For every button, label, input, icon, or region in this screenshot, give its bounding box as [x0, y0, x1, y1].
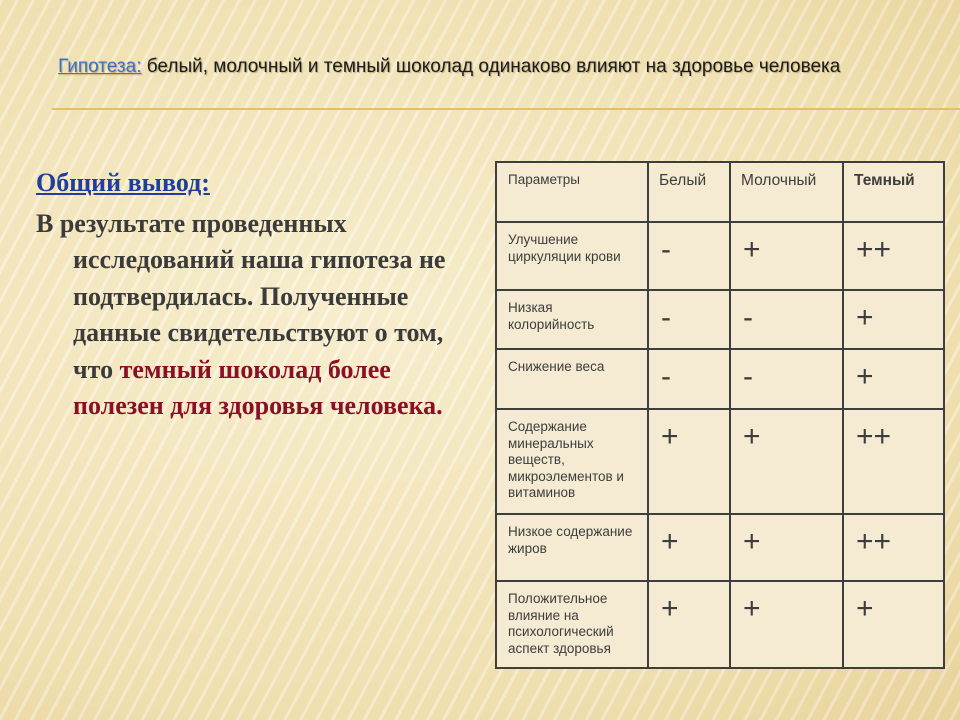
- table-header-row: [496, 162, 944, 222]
- row-param: Низкая колорийность: [496, 290, 648, 349]
- row-dark: ++: [843, 409, 944, 514]
- row-milk: +: [730, 581, 843, 668]
- row-param: Низкое содержание жиров: [496, 514, 648, 581]
- row-dark: +: [843, 581, 944, 668]
- row-milk: +: [730, 222, 843, 290]
- row-milk: +: [730, 409, 843, 514]
- conclusion-block: [36, 165, 456, 425]
- row-white: +: [648, 581, 730, 668]
- title-divider: [52, 108, 960, 110]
- table-row: [496, 514, 944, 581]
- table-row: [496, 349, 944, 409]
- table-row: [496, 222, 944, 290]
- hypothesis-label[interactable]: Гипотеза:: [58, 56, 142, 77]
- header-white: Белый: [648, 162, 730, 222]
- conclusion-title: Общий вывод:: [36, 168, 210, 197]
- row-white: -: [648, 290, 730, 349]
- row-milk: -: [730, 290, 843, 349]
- table-row: [496, 290, 944, 349]
- row-param: Улучшение циркуляции крови: [496, 222, 648, 290]
- row-white: -: [648, 349, 730, 409]
- row-param: Снижение веса: [496, 349, 648, 409]
- hypothesis-heading: [58, 56, 958, 78]
- table-row: [496, 409, 944, 514]
- row-white: +: [648, 409, 730, 514]
- hypothesis-text: белый, молочный и темный шоколад одинаково влияют на здоровье человека: [141, 56, 841, 77]
- header-milk: Молочный: [730, 162, 843, 222]
- row-milk: +: [730, 514, 843, 581]
- row-dark: ++: [843, 514, 944, 581]
- header-dark: Темный: [843, 162, 944, 222]
- row-white: -: [648, 222, 730, 290]
- conclusion-highlight: темный шоколад более полезен для здоровья человека.: [73, 354, 443, 420]
- row-dark: +: [843, 290, 944, 349]
- conclusion-body: [36, 206, 456, 425]
- row-param: Содержание минеральных веществ, микроэлементов и витаминов: [496, 409, 648, 514]
- row-white: +: [648, 514, 730, 581]
- table-row: [496, 581, 944, 668]
- header-params: Параметры: [496, 162, 648, 222]
- conclusion-text: В результате проведенных исследований наша гипотеза не подтвердилась. Полученные данные свидетельствуют о том, что: [36, 208, 446, 384]
- row-dark: ++: [843, 222, 944, 290]
- row-dark: +: [843, 349, 944, 409]
- row-param: Положительное влияние на психологический аспект здоровья: [496, 581, 648, 668]
- comparison-table: [495, 161, 945, 669]
- row-milk: -: [730, 349, 843, 409]
